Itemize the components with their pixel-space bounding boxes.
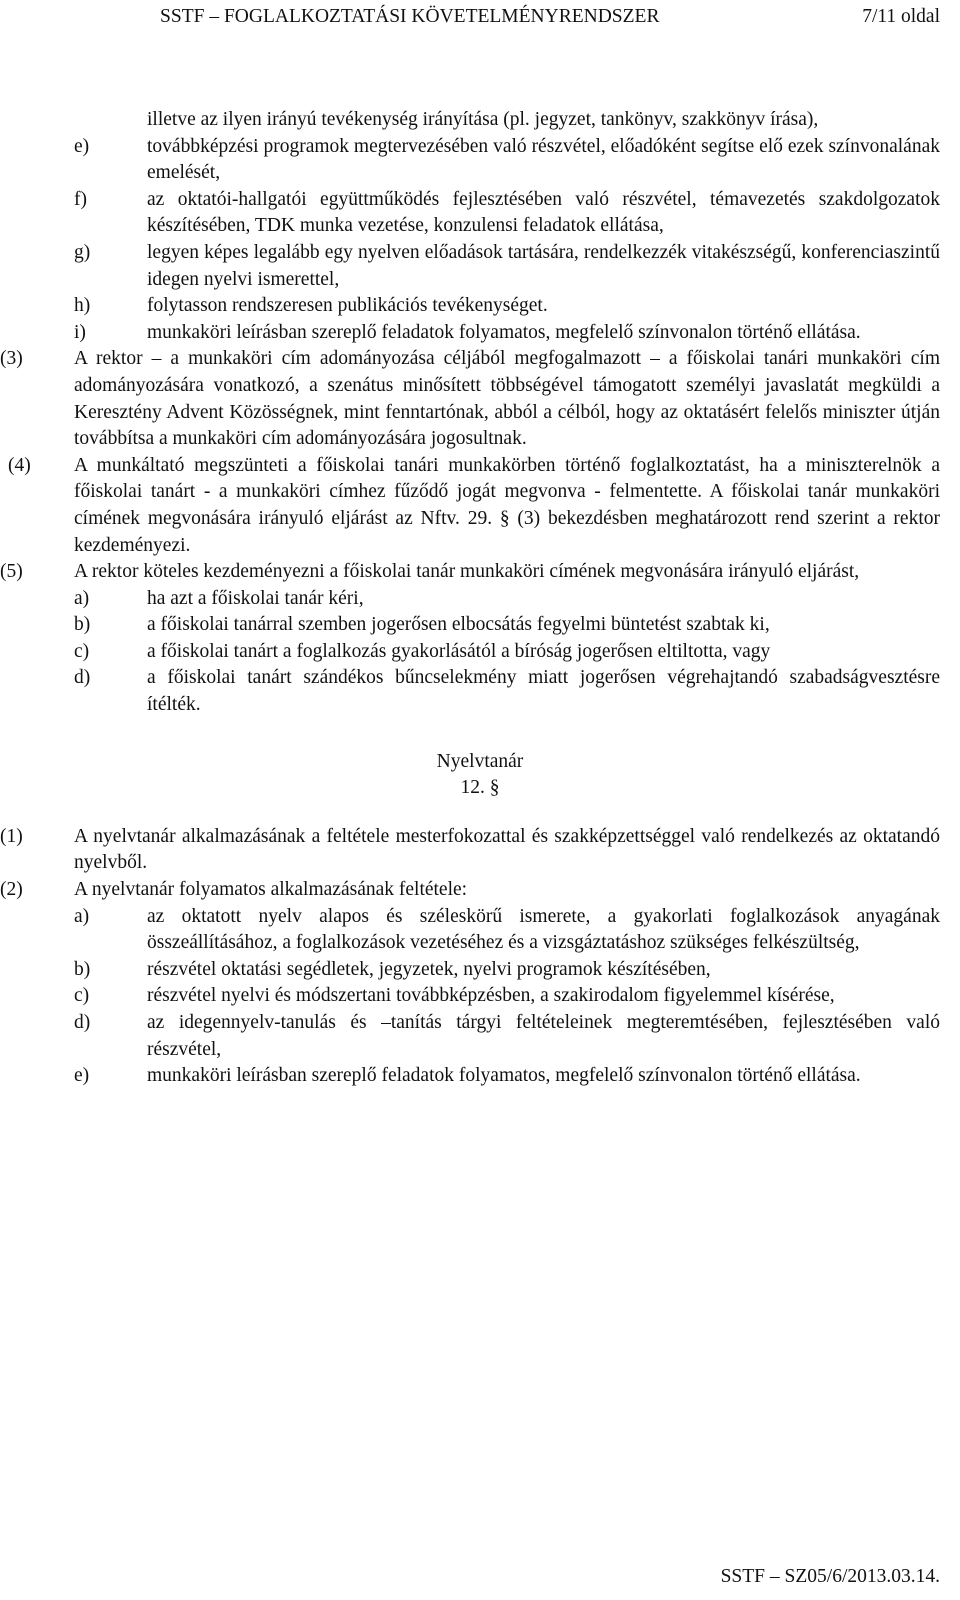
list-item xyxy=(0,240,960,293)
header-page-number: 7/11 oldal xyxy=(862,6,940,27)
list-item-label: b) xyxy=(74,614,91,636)
list-item-label: c) xyxy=(74,640,90,662)
list-item xyxy=(0,1063,960,1090)
paragraph-number: (3) xyxy=(0,348,23,370)
list-item xyxy=(0,983,960,1010)
paragraph-text: A nyelvtanár folyamatos alkalmazásának feltétele: xyxy=(74,879,468,901)
section-spacer xyxy=(0,719,960,749)
section-number: 12. § xyxy=(460,777,500,799)
list-item-label: h) xyxy=(74,295,91,317)
paragraph-number: (4) xyxy=(8,454,31,476)
list-item xyxy=(0,134,960,187)
list-item-text: részvétel nyelvi és módszertani továbbképzésben, a szakirodalom figyelemmel kísérése, xyxy=(147,985,835,1007)
list-item xyxy=(0,187,960,240)
header-title: SSTF – FOGLALKOZTATÁSI KÖVETELMÉNYRENDSZER xyxy=(160,6,660,27)
list-item-label: a) xyxy=(74,905,90,927)
list-item-label: g) xyxy=(74,241,91,263)
numbered-paragraph xyxy=(0,824,960,877)
list-item xyxy=(0,904,960,957)
list-item-text: a főiskolai tanárt a foglalkozás gyakorlásától a bíróság jogerősen eltiltotta, vagy xyxy=(147,640,771,662)
list-item-text: az oktatott nyelv alapos és széleskörű ismerete, a gyakorlati foglalkozások anyagának összeállításához, a foglalkozások vezetéséhez és a vizsgáztatáshoz szükséges felkészültség, xyxy=(147,905,940,954)
list-item-label: c) xyxy=(74,985,90,1007)
list-item xyxy=(0,1010,960,1063)
list-item xyxy=(0,612,960,639)
numbered-paragraph xyxy=(0,346,960,452)
list-item-label: f) xyxy=(74,188,87,210)
list-item-label: d) xyxy=(74,1012,91,1033)
paragraph-text: A rektor köteles kezdeményezni a főiskolai tanár munkaköri címének megvonására irányuló eljárást, xyxy=(74,561,860,583)
list-item-text: munkaköri leírásban szereplő feladatok folyamatos, megfelelő színvonalon történő ellátása. xyxy=(147,321,861,343)
list-item xyxy=(0,639,960,666)
list-item-text: folytasson rendszeresen publikációs tevékenységet. xyxy=(147,295,548,317)
paragraph-text: A munkáltató megszünteti a főiskolai tanári munkakörben történő foglalkoztatást, ha a miniszterelnök a főiskolai tanárt - a munkaköri címhez fűződő jogát megvonva - felmentette. A főiskolai tanár munkaköri címének megvonására irányuló eljárást az Nftv. 29. § (3) bekezdésben meghatározott rend szerint a rektor kezdeményezi. xyxy=(74,454,940,556)
page-header xyxy=(160,6,940,28)
list-item-label: a) xyxy=(74,587,90,609)
numbered-paragraph xyxy=(0,559,960,586)
section-title: Nyelvtanár xyxy=(436,750,524,772)
list-item-label: d) xyxy=(74,667,91,689)
list-item-text: az oktatói-hallgatói együttműködés fejlesztésében való részvétel, témavezetés szakdolgozatok készítésében, TDK munka vezetése, konzulensi feladatok ellátása, xyxy=(147,188,940,237)
numbered-paragraph xyxy=(0,877,960,904)
paragraph-number: (2) xyxy=(0,879,23,901)
list-item xyxy=(0,665,960,718)
numbered-paragraph xyxy=(0,453,960,559)
list-item-label: e) xyxy=(74,135,90,157)
list-item xyxy=(0,293,960,320)
list-item-text: az idegennyelv-tanulás és –tanítás tárgyi feltételeinek megteremtésében, fejlesztésében való részvétel, xyxy=(147,1012,940,1060)
list-item xyxy=(0,586,960,613)
paragraph-text: A nyelvtanár alkalmazásának a feltétele mesterfokozattal és szakképzettséggel való rendelkezés az oktatandó nyelvből. xyxy=(74,825,940,874)
list-item-label: i) xyxy=(74,321,86,343)
continuation-text: illetve az ilyen irányú tevékenység irányítása (pl. jegyzet, tankönyv, szakkönyv írása), xyxy=(147,109,819,130)
document-body xyxy=(0,107,960,1090)
list-item-text: ha azt a főiskolai tanár kéri, xyxy=(147,587,364,609)
paragraph-number: (1) xyxy=(0,825,23,847)
list-item-label: b) xyxy=(74,958,91,980)
paragraph-text: A rektor – a munkaköri cím adományozása céljából megfogalmazott – a főiskolai tanári munkaköri cím adományozására vonatkozó, a szenátus minősített többségével támogatott személyi javaslatát megküldi a Keresztény Advent Közösségnek, mint fenntartónak, abból a célból, hogy az oktatásért felelős miniszter útján továbbítsa a munkaköri cím adományozására jogosultnak. xyxy=(74,348,940,450)
list-item xyxy=(0,320,960,347)
list-item-text: továbbképzési programok megtervezésében való részvétel, előadóként segítse elő ezek színvonalának emelését, xyxy=(147,135,940,184)
list-item-text: munkaköri leírásban szereplő feladatok folyamatos, megfelelő színvonalon történő ellátása. xyxy=(147,1065,861,1087)
list-item-text: legyen képes legalább egy nyelven előadások tartására, rendelkezzék vitakészségű, konferenciaszintű idegen nyelvi ismerettel, xyxy=(147,241,940,290)
list-item-text: a főiskolai tanárt szándékos bűncselekmény miatt jogerősen végrehajtandó szabadságvesztésre ítélték. xyxy=(147,667,940,716)
section-spacer xyxy=(0,802,960,824)
list-item-text: részvétel oktatási segédletek, jegyzetek, nyelvi programok készítésében, xyxy=(147,958,711,980)
list-item-label: e) xyxy=(74,1065,90,1087)
list-item xyxy=(0,957,960,984)
list-item-text: a főiskolai tanárral szemben jogerősen elbocsátás fegyelmi büntetést szabtak ki, xyxy=(147,614,770,636)
page-footer: SSTF – SZ05/6/2013.03.14. xyxy=(720,1566,940,1587)
paragraph-number: (5) xyxy=(0,561,23,583)
